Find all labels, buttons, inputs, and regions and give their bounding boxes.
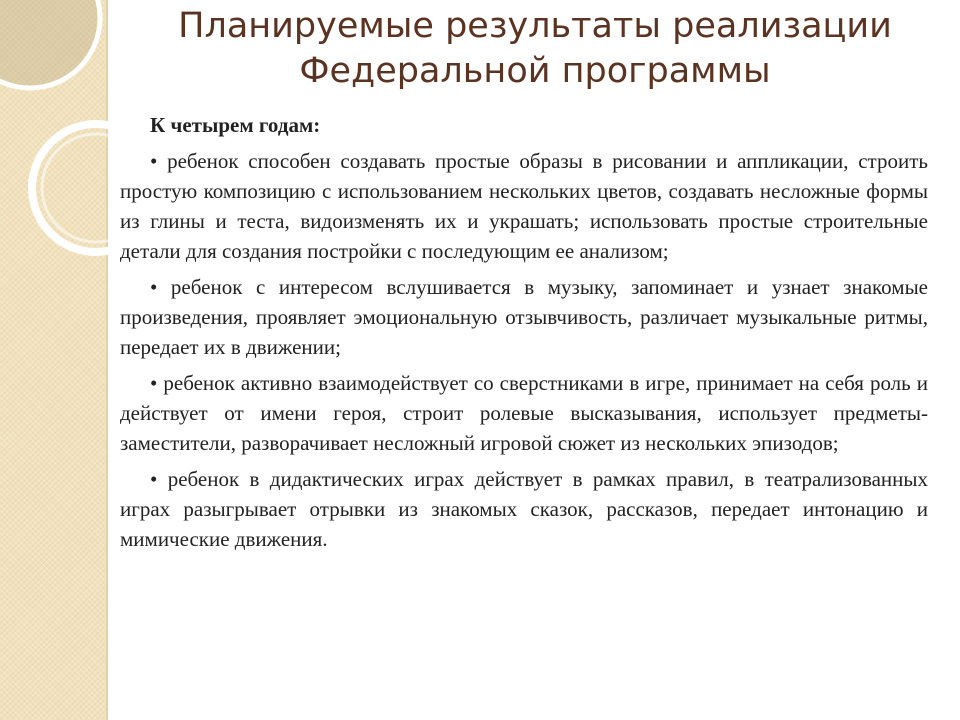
bullet-point-art: • ребенок способен создавать простые образы в рисовании и аппликации, строить простую композицию с использованием нескольких цветов, создавать несложные формы из глины и теста, видоизменять их и украшать; использовать простые строительные детали для создания постройки с последующим ее анализом;: [120, 149, 928, 263]
bullet-point-play: • ребенок активно взаимодействует со сверстниками в игре, принимает на себя роль и действует от имени героя, строит ролевые высказывания, использует предметы-заместители, разворачивает несложный игровой сюжет из нескольких эпизодов;: [120, 371, 928, 455]
large-ring: [0, 0, 100, 88]
slide-content: [120, 110, 928, 560]
slide-title: Планируемые результаты реализации Федеральной программы: [178, 6, 892, 91]
bullet-point-games: • ребенок в дидактических играх действует в рамках правил, в театрализованных играх разыгрывает отрывки из знакомых сказок, рассказов, передает интонацию и мимические движения.: [120, 467, 928, 551]
medium-ring: [32, 124, 110, 252]
section-heading: К четырем годам:: [150, 113, 321, 137]
decorative-rings: [0, 0, 110, 260]
inner-ring: [42, 134, 110, 242]
bullet-point-music: • ребенок с интересом вслушивается в музыку, запоминает и узнает знакомые произведения, проявляет эмоциональную отзывчивость, различает музыкальные ритмы, передает их в движении;: [120, 275, 928, 359]
